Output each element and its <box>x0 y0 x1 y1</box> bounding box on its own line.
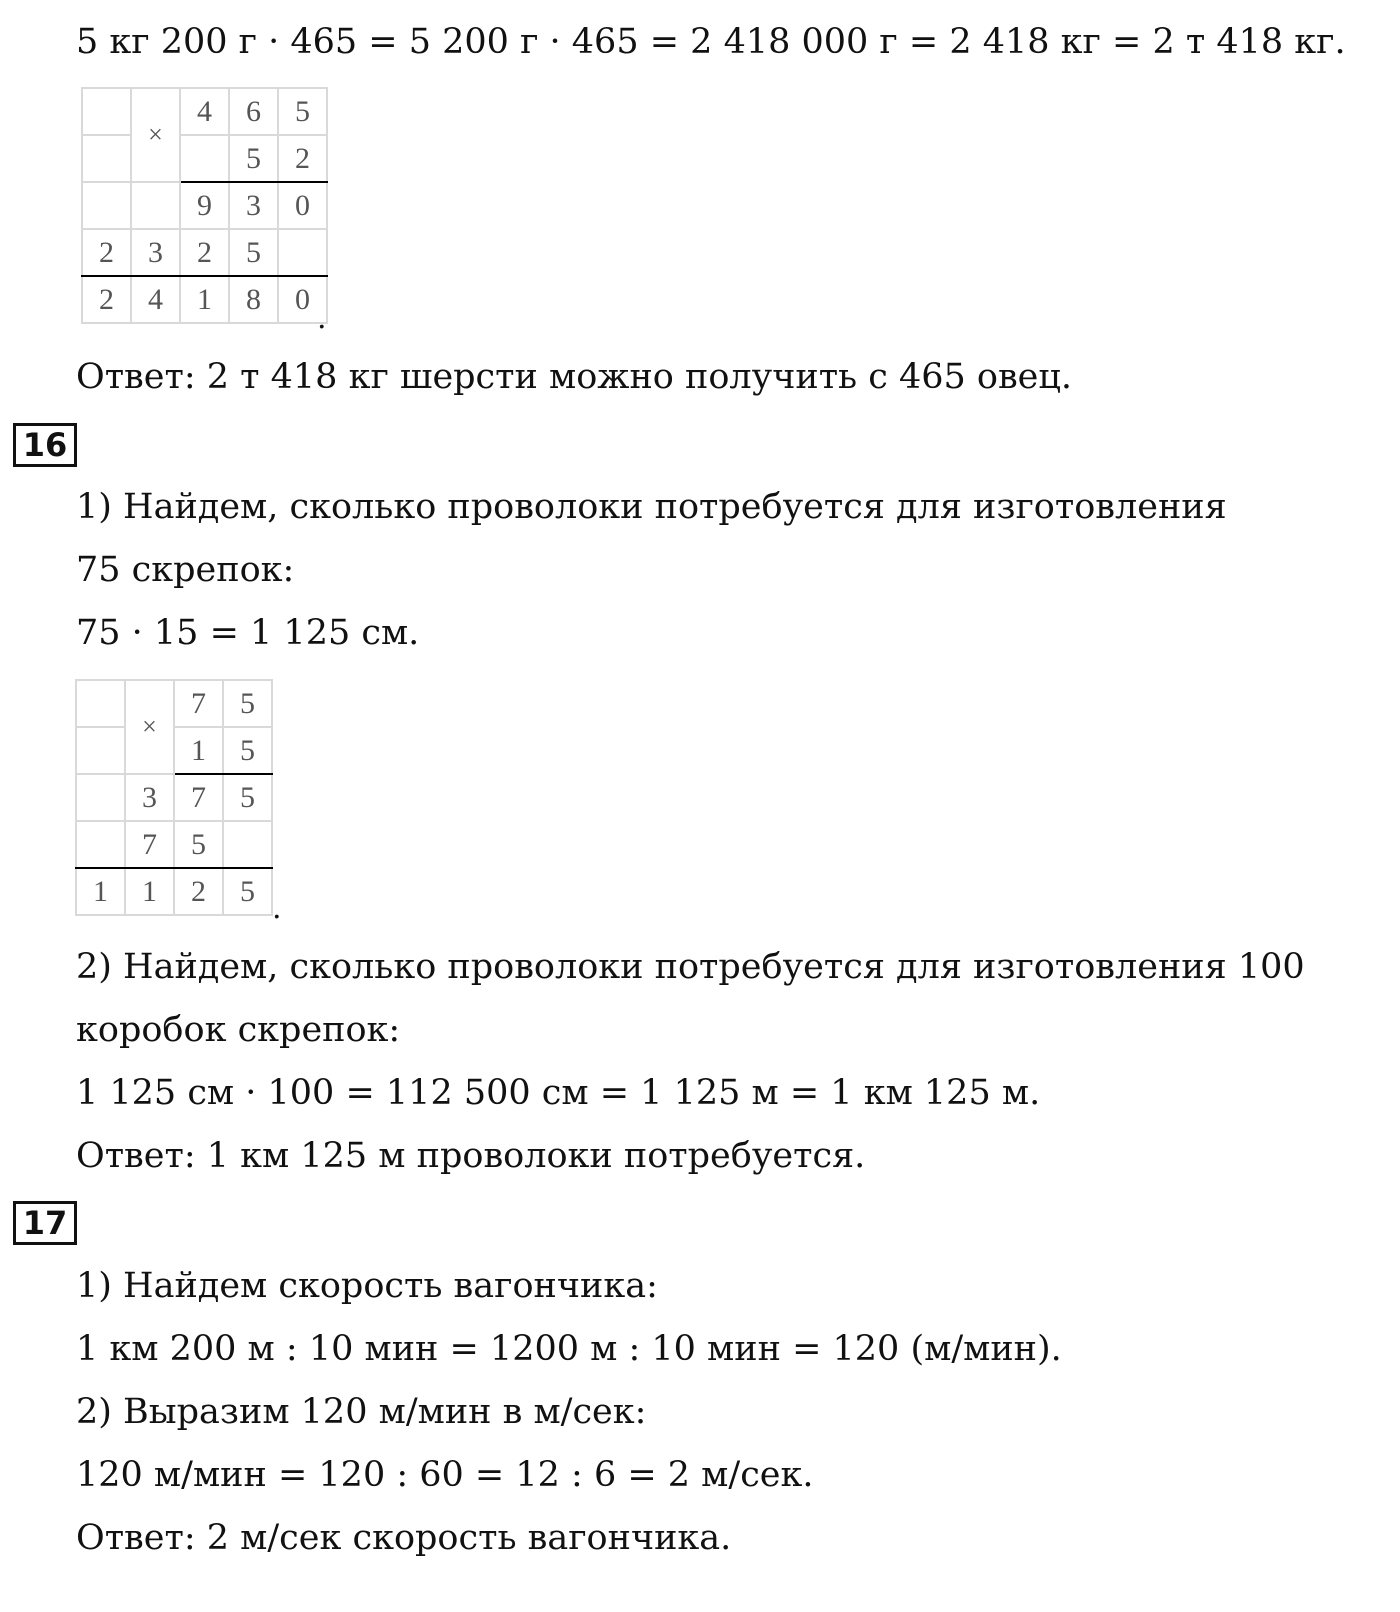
grid-row <box>76 680 272 727</box>
grid-cell: 3 <box>131 229 180 276</box>
grid-trailing-dot: . <box>272 891 282 926</box>
task16-step2-text: 2) Найдем, сколько проволоки потребуется для изготовления 100 <box>76 947 1305 987</box>
task-number-17: 17 <box>13 1201 77 1245</box>
grid-cell <box>76 774 125 821</box>
grid-cell: 2 <box>180 229 229 276</box>
multiply-sign: × <box>131 88 180 182</box>
grid-cell: 5 <box>223 680 272 727</box>
grid-cell: 4 <box>180 88 229 135</box>
grid-row <box>82 276 327 323</box>
multiply-sign: × <box>125 680 174 774</box>
grid-cell <box>76 821 125 868</box>
grid-cell: 0 <box>278 182 327 229</box>
grid-row <box>82 229 327 276</box>
task16-step1-text-cont: 75 скрепок: <box>76 550 295 590</box>
grid-trailing-dot: . <box>317 301 327 336</box>
grid-cell <box>180 135 229 182</box>
grid-cell: 2 <box>82 276 131 323</box>
grid-cell <box>82 182 131 229</box>
grid-cell: 7 <box>125 821 174 868</box>
grid-row <box>76 821 272 868</box>
grid-cell: 5 <box>229 135 278 182</box>
grid-cell: 3 <box>125 774 174 821</box>
grid-cell: 8 <box>229 276 278 323</box>
grid-cell <box>131 182 180 229</box>
grid-cell <box>76 727 125 774</box>
task17-answer: Ответ: 2 м/сек скорость вагончика. <box>76 1518 732 1558</box>
task17-step1-text: 1) Найдем скорость вагончика: <box>76 1266 658 1306</box>
grid-cell: 3 <box>229 182 278 229</box>
grid-cell: 5 <box>229 229 278 276</box>
grid-cell: 5 <box>174 821 223 868</box>
multiplication-grid-465x52 <box>81 87 328 324</box>
grid-cell: 7 <box>174 774 223 821</box>
grid-cell: 5 <box>223 727 272 774</box>
grid-cell: 5 <box>223 774 272 821</box>
grid-cell: 1 <box>174 727 223 774</box>
grid-row <box>82 88 327 135</box>
task16-step1-text: 1) Найдем, сколько проволоки потребуется для изготовления <box>76 487 1227 527</box>
grid-cell: 9 <box>180 182 229 229</box>
grid-cell: 1 <box>180 276 229 323</box>
task16-step2-equation: 1 125 см · 100 = 112 500 см = 1 125 м = 1 км 125 м. <box>76 1073 1041 1113</box>
grid-cell: 2 <box>278 135 327 182</box>
grid-cell <box>82 135 131 182</box>
task17-step2-text: 2) Выразим 120 м/мин в м/сек: <box>76 1392 647 1432</box>
answer-wool: Ответ: 2 т 418 кг шерсти можно получить с 465 овец. <box>76 357 1073 397</box>
grid-cell <box>82 88 131 135</box>
grid-cell <box>76 680 125 727</box>
grid-cell: 6 <box>229 88 278 135</box>
task16-step2-text-cont: коробок скрепок: <box>76 1010 401 1050</box>
grid-row <box>82 135 327 182</box>
task17-step1-equation: 1 км 200 м : 10 мин = 1200 м : 10 мин = 120 (м/мин). <box>76 1329 1062 1369</box>
task17-step2-equation: 120 м/мин = 120 : 60 = 12 : 6 = 2 м/сек. <box>76 1455 814 1495</box>
grid-cell: 1 <box>125 868 174 915</box>
equation-weight: 5 кг 200 г · 465 = 5 200 г · 465 = 2 418 000 г = 2 418 кг = 2 т 418 кг. <box>76 22 1346 62</box>
grid-cell <box>278 229 327 276</box>
grid-cell: 0 <box>278 276 327 323</box>
task16-answer: Ответ: 1 км 125 м проволоки потребуется. <box>76 1136 866 1176</box>
task-number-16: 16 <box>13 423 77 467</box>
grid-cell: 5 <box>223 868 272 915</box>
grid-cell: 2 <box>82 229 131 276</box>
grid-row <box>82 182 327 229</box>
multiplication-grid-75x15 <box>75 679 273 916</box>
grid-row <box>76 774 272 821</box>
grid-cell: 2 <box>174 868 223 915</box>
grid-cell: 5 <box>278 88 327 135</box>
task16-step1-equation: 75 · 15 = 1 125 см. <box>76 613 420 653</box>
grid-cell: 4 <box>131 276 180 323</box>
grid-row <box>76 727 272 774</box>
grid-cell <box>223 821 272 868</box>
grid-cell: 1 <box>76 868 125 915</box>
grid-cell: 7 <box>174 680 223 727</box>
grid-row <box>76 868 272 915</box>
